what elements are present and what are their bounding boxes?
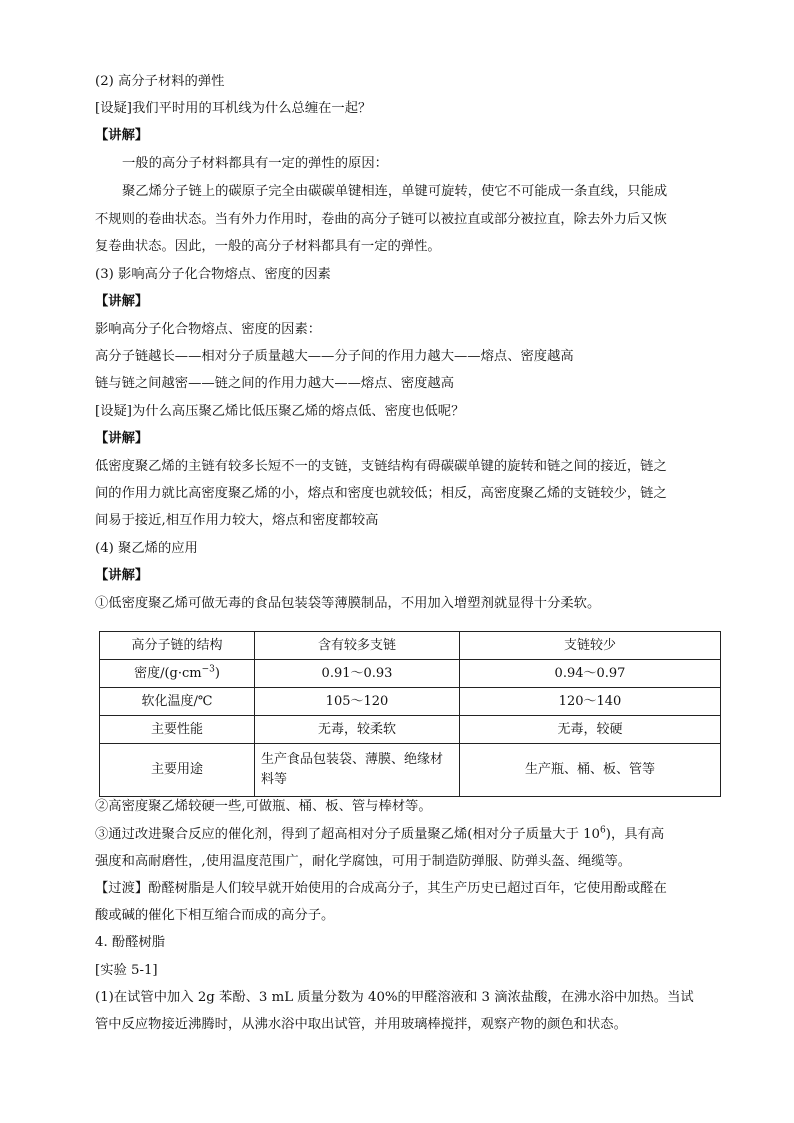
- experiment-para-1-line-2: 管中反应物接近沸腾时，从沸水浴中取出试管，并用玻璃棒搅拌，观察产物的颜色和状态。: [95, 1017, 627, 1032]
- table-row: [100, 744, 721, 797]
- section-3-para-1: 影响高分子化合物熔点、密度的因素：: [95, 322, 322, 337]
- table-row-label: 主要用途: [100, 744, 255, 797]
- table-header-cell: 支链较少: [460, 632, 721, 660]
- table-cell: 生产食品包装袋、薄膜、绝缘材料等: [255, 744, 460, 797]
- section-4-lecture-label: 【讲解】: [95, 568, 149, 583]
- section-3-lecture-label-2: 【讲解】: [95, 431, 149, 446]
- section-2-title: (2) 高分子材料的弹性: [95, 74, 225, 89]
- application-para-2: ②高密度聚乙烯较硬一些,可做瓶、桶、板、管与棒材等。: [95, 799, 432, 814]
- section-3-para-4-line-2: 间的作用力就比高密度聚乙烯的小，熔点和密度也就较低；相反，高密度聚乙烯的支链较少，链之: [95, 486, 667, 501]
- application-para-3-text-a: ③通过改进聚合反应的催化剂，得到了超高相对分子质量聚乙烯(相对分子质量大于 10: [95, 827, 601, 842]
- table-header-cell: 高分子链的结构: [100, 632, 255, 660]
- section-3-question: [设疑]为什么高压聚乙烯比低压聚乙烯的熔点低、密度也低呢？: [95, 404, 465, 419]
- section-2-lecture-label: 【讲解】: [95, 128, 149, 143]
- density-label: 密度/(g·cm: [134, 665, 202, 681]
- table-row-label: [100, 660, 255, 688]
- application-para-3-line-1: [95, 825, 664, 845]
- table-cell: 120～140: [460, 688, 721, 716]
- application-para-3-text-b: )，具有高: [605, 827, 665, 842]
- section-2-para-2-line-3: 复卷曲状态。因此，一般的高分子材料都具有一定的弹性。: [95, 239, 441, 254]
- table-header-cell: 含有较多支链: [255, 632, 460, 660]
- section-3-para-4-line-1: 低密度聚乙烯的主链有较多长短不一的支链，支链结构有碍碳碳单键的旋转和链之间的接近，链之: [95, 459, 667, 474]
- section-2-para-2-line-1: 聚乙烯分子链上的碳原子完全由碳碳单键相连，单键可旋转，使它不可能成一条直线，只能成: [122, 184, 668, 199]
- section-4-title: (4) 聚乙烯的应用: [95, 541, 198, 556]
- section-3-para-3: 链与链之间越密——链之间的作用力越大——熔点、密度越高: [95, 376, 455, 391]
- table-cell: 无毒，较硬: [460, 716, 721, 744]
- table-cell: 105～120: [255, 688, 460, 716]
- section-4-para-1: ①低密度聚乙烯可做无毒的食品包装袋等薄膜制品，不用加入增塑剂就显得十分柔软。: [95, 596, 601, 611]
- section-5-title: 4. 酚醛树脂: [95, 935, 166, 950]
- density-label-close: ): [214, 665, 220, 681]
- section-2-para-1: 一般的高分子材料都具有一定的弹性的原因：: [122, 156, 388, 171]
- section-3-title: (3) 影响高分子化合物熔点、密度的因素: [95, 267, 331, 282]
- section-2-para-2-line-2: 不规则的卷曲状态。当有外力作用时，卷曲的高分子链可以被拉直或部分被拉直，除去外力后又恢: [95, 212, 667, 227]
- table-cell: 无毒，较柔软: [255, 716, 460, 744]
- section-3-para-2: 高分子链越长——相对分子质量越大——分子间的作用力越大——熔点、密度越高: [95, 349, 574, 364]
- transition-line-1: 【过渡】酚醛树脂是人们较早就开始使用的合成高分子，其生产历史已超过百年，它使用酚或醛在: [95, 881, 667, 896]
- table-row: [100, 716, 721, 744]
- experiment-label: [实验 5-1]: [95, 963, 158, 978]
- section-3-lecture-label: 【讲解】: [95, 294, 149, 309]
- table-cell: 0.91～0.93: [255, 660, 460, 688]
- table-row: [100, 688, 721, 716]
- table-row-label: 主要性能: [100, 716, 255, 744]
- section-3-para-4-line-3: 间易于接近,相互作用力较大，熔点和密度都较高: [95, 513, 379, 528]
- table-row-label: 软化温度/℃: [100, 688, 255, 716]
- application-para-3-line-2: 强度和高耐磨性，,使用温度范围广，耐化学腐蚀，可用于制造防弹服、防弹头盔、绳缆等。: [95, 854, 632, 869]
- table-row: [100, 660, 721, 688]
- table-cell: 生产瓶、桶、板、管等: [460, 744, 721, 797]
- experiment-para-1-line-1: (1)在试管中加入 2g 苯酚、3 mL 质量分数为 40%的甲醛溶液和 3 滴浓盐酸，在沸水浴中加热。当试: [95, 990, 694, 1005]
- polyethylene-comparison-table: [99, 631, 721, 797]
- density-unit-exponent: −3: [201, 664, 215, 675]
- table-cell: 0.94～0.97: [460, 660, 721, 688]
- molecular-mass-exponent: 6: [600, 825, 606, 836]
- table-header-row: [100, 632, 721, 660]
- section-2-question: [设疑]我们平时用的耳机线为什么总缠在一起？: [95, 101, 372, 116]
- transition-line-2: 酸或碱的催化下相互缩合而成的高分子。: [95, 908, 335, 923]
